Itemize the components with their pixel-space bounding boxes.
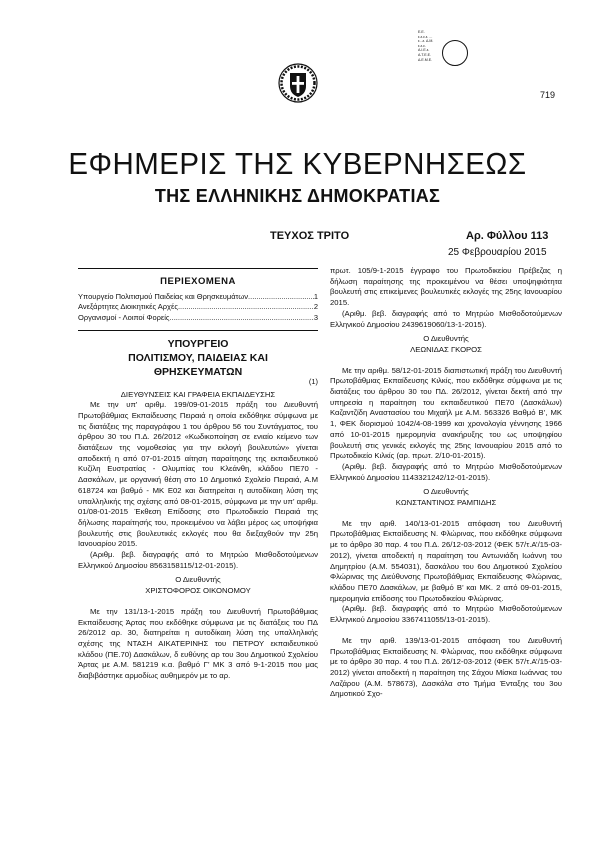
toc-row [78, 292, 318, 303]
signatory-name: ΚΩΝΣΤΑΝΤΙΝΟΣ ΡΑΜΠΙΔΗΣ [395, 498, 497, 508]
divider [78, 268, 318, 269]
ministry-line: ΠΟΛΙΤΙΣΜΟΥ, ΠΑΙΔΕΙΑΣ ΚΑΙ [128, 351, 268, 364]
gazette-title: ΕΦΗΜΕΡΙΣ ΤΗΣ ΚΥΒΕΡΝΗΣΕΩΣ [68, 146, 527, 181]
decision-paragraph: Με την αριθ. 139/13-01-2015 απόφαση του Διευθυντή Πρωτοβάθμιας Εκπαίδευσης Ν. Φλώρινας, που εκδόθηκε σύμφωνα με το άρθρο 30 παρ. 4 του Π.Δ. 26/12-03-2012 (ΦΕΚ 57/τ.Α’/15-03-2012) γίνεται αποδεκτή η παραίτηση της Σάχου Μίσκα Ιωάννας του Λαζάρου (Α.Μ. 578673), Δασκάλα στο Τμήμα Ένταξης του 3ου Δημοτικού Σχο- [330, 635, 562, 699]
toc-page: 1 [313, 291, 318, 301]
ministry-line: ΥΠΟΥΡΓΕΙΟ [167, 337, 229, 350]
signatory-role: Ο Διευθυντής [175, 575, 221, 585]
left-column [78, 266, 318, 682]
qr-caption: Ε.Ε. ε.ε.ε.ε. ... ε...ε. Δ.Μ. ε.ε.ε. Α.Ι.Ε.ε. Α.Τ.Ε.Ε. Δ.Ε.Μ.Ε. [418, 30, 434, 62]
signatory-name: ΛΕΩΝΙΔΑΣ ΓΚΟΡΟΣ [410, 344, 482, 354]
section-heading: ΔΙΕΥΘΥΝΣΕΙΣ ΚΑΙ ΓΡΑΦΕΙΑ ΕΚΠΑΙΔΕΥΣΗΣ [120, 389, 276, 399]
reference-note: (Αριθμ. βεβ. διαγραφής από το Μητρώο Μισθοδοτούμενων Ελληνικού Δημοσίου 8563158115/12-01-2015). [78, 550, 318, 570]
signatory-role: Ο Διευθυντής [423, 487, 469, 497]
decision-paragraph: Με την αριθμ. 58/12-01-2015 διαπιστωτική πράξη του Διευθυντή Πρωτοβάθμιας Εκπαίδευσης Κιλκίς, που εκδόθηκε σύμφωνα με τις διατάξεις του άρθρου 30 του ΠΔ. 26/2012, γίνεται δεκτή από την υπηρεσία η παραίτηση του εκπαιδευτικού ΠΕ70 (Δασκάλων) Καζαντζίδη Αναστασίου του Μιχαήλ με Α.Μ. 563326 Βαθμό Β’, ΜΚ 1, ΦΕΚ διορισμού 1042/4-08-1999 και χρονολογία γέννησης 1966 από 10-01-2015 ημερομηνία ανακήρυξης του ως υποψηφίου βουλευτή στις γενικές εκλογές της 25ης Ιανουαρίου 2015 από το Πρωτοδικείο Κιλκίς (αρ. πρωτ. 2/10-01-2015). [330, 365, 562, 461]
reference-note: (Αριθμ. βεβ. διαγραφής από το Μητρώο Μισθοδοτούμενων Ελληνικού Δημοσίου 3367411055/13-01-2015). [330, 604, 562, 625]
reference-note: (Αριθμ. βεβ. διαγραφής από το Μητρώο Μισθοδοτούμενων Ελληνικού Δημοσίου 2439619060/13-1-2015). [330, 308, 562, 329]
right-column [330, 266, 562, 700]
toc-page: 2 [313, 302, 318, 312]
decision-paragraph: Με την 131/13-1-2015 πράξη του Διευθυντή Πρωτοβάθμιας Εκπαίδευσης Άρτας που εκδόθηκε σύμφωνα με τις διατάξεις του ΠΔ 26/2012 αρ. 30, διατηρείται η αυτοδίκαιη λύση της υπαλληλικής σχέσης της ΝΤΑΣΗ ΑΙΚΑΤΕΡΙΝΗΣ του ΠΕΤΡΟΥ εκπαιδευτικού κλάδου (ΠΕ.70) Δασκάλων, δ ευθύνης αρ του 3ου Δημοτικού Σχολείου Άρτας με Α.Μ. 581219 κ.α. βαθμό Γ’ ΜΚ 3 από 9-1-2015 που μας διαβιβάστηκε αρμοδίως αυθημερόν με το αρ. [78, 606, 318, 681]
toc-page: 3 [313, 313, 318, 323]
decision-paragraph: πρωτ. 105/9-1-2015 έγγραφο του Πρωτοδικείου Πρέβεζας η δήλωση παραίτησης της προκειμένου να θέσει υποψηφιότητα βουλευτή στις επικείμενες βουλευτικές εκλογές της 25ης Ιανουαρίου 2015. [330, 266, 562, 308]
toc-title: ΠΕΡΙΕΧΟΜΕΝΑ [160, 276, 236, 287]
issue-type: ΤΕΥΧΟΣ ΤΡΙΤΟ [270, 230, 350, 242]
publisher-qr-mark [418, 30, 470, 72]
sheet-number: Αρ. Φύλλου 113 [466, 230, 549, 242]
issue-date: 25 Φεβρουαρίου 2015 [448, 247, 547, 258]
toc-label: Υπουργείο Πολιτισμού Παιδείας και Θρησκευμάτων ..... [78, 292, 314, 303]
footnote-marker: (1) [308, 376, 318, 386]
ministry-line: ΘΡΗΣΚΕΥΜΑΤΩΝ [153, 365, 243, 378]
toc-row [78, 313, 318, 324]
logo-icon [442, 40, 468, 66]
signatory-name: ΧΡΙΣΤΟΦΟΡΟΣ ΟΙΚΟΝΟΜΟΥ [145, 586, 251, 596]
reference-note: (Αριθμ. βεβ. διαγραφής από το Μητρώο Μισθοδοτούμενων Ελληνικού Δημοσίου 1143321242/12-01-2015). [330, 461, 562, 482]
divider [78, 330, 318, 331]
decision-paragraph: Με την υπ’ αριθμ. 199/09-01-2015 πράξη του Διευθυντή Πρωτοβάθμιας Εκπαίδευσης Πειραιά η οποία εκδόθηκε σύμφωνα με τις διατάξεις της παραγράφου 1 του άρθρου 56 του Συντάγματος, του άρθρου 30 του Π.Δ. 26/2012 «Κωδικοποίηση σε ενιαίο κείμενο των διατάξεων της νομοθεσίας για την εκλογή βουλευτών» γίνεται αποδεκτή η από 07-01-2015 αίτηση παραίτησης της εκπαιδευτικού Κυζίλη Ευστρατίας - Ολυμπίας του Κλεάνθη, κλάδου ΠΕ70 - Δασκάλων, με οργανική θέση στο 10 Δημοτικό Σχολείο Πειραιά, Α.Μ 618724 και βαθμό - ΜΚ Ε02 και διατηρείται η αυτοδίκαιη λύση της υπαλληλικής της σχέσης από 08-01-2015, σύμφωνα με την υπ’ αριθμ. 01/08-01-2015 Έκθεση Επίδοσης στο Πρωτοδικείο Πειραιά της δήλωσης παραίτησής του, προκειμένου να λάβει μέρος ως υποψήφια βουλευτής στις βουλευτικές εκλογές που θα διεξαχθούν την 25η Ιανουαρίου 2015. [78, 400, 318, 549]
greek-emblem-icon [277, 62, 319, 104]
decision-paragraph: Με την αριθ. 140/13-01-2015 απόφαση του Διευθυντή Πρωτοβάθμιας Εκπαίδευσης Ν. Φλώρινας, που εκδόθηκε σύμφωνα με το άρθρο 30 παρ. 4 του Π.Δ. 26/12-03-2012 (ΦΕΚ 57/τ.Α’/15-03-2012), γίνεται αποδεκτή η παραίτηση του Αντωνιάδη Ιωάννη του Δημητρίου (Α.Μ. 554031), δασκάλου του 6ου Δημοτικού Σχολείου Φλώρινας της Διεύθυνσης Πρωτοβάθμιας Εκπαίδευσης Φλώρινας, κλάδου ΠΕ70 Δασκάλων, με βαθμό Β’ και ΜΚ. 2 από 09-01-2015, ημερομηνία επίδοσης του Πρωτοδικείου Φλώρινας. [330, 518, 562, 603]
toc-label: Οργανισμοί - Λοιποί Φορείς ..... [78, 313, 314, 324]
toc-row [78, 302, 318, 313]
ministry-heading [78, 337, 318, 379]
page-number: 719 [540, 90, 556, 100]
gazette-subtitle: ΤΗΣ ΕΛΛΗΝΙΚΗΣ ΔΗΜΟΚΡΑΤΙΑΣ [154, 186, 441, 206]
toc-label: Ανεξάρτητες Διοικητικές Αρχές ..... [78, 302, 314, 313]
signatory-role: Ο Διευθυντής [423, 334, 469, 344]
